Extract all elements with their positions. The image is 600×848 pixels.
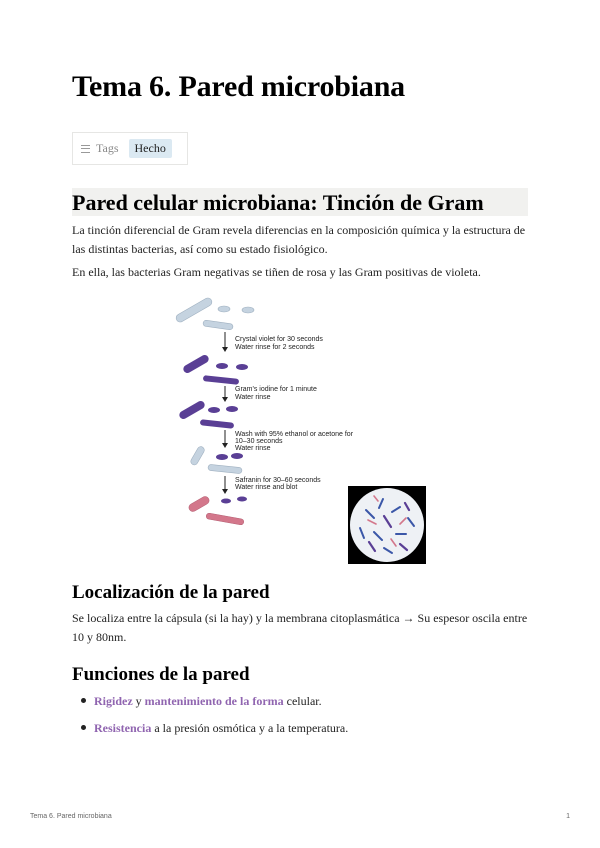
highlight-rigidez: Rigidez <box>94 694 133 708</box>
gram-stain-diagram <box>170 296 432 568</box>
page-title: Tema 6. Pared microbiana <box>72 70 405 103</box>
connector-text: y <box>132 694 145 708</box>
tags-property[interactable] <box>72 132 188 165</box>
step3-line2: 10–30 seconds <box>235 438 283 445</box>
tags-key <box>73 141 119 156</box>
list-item-rest: celular. <box>283 694 322 708</box>
step1-line1: Crystal violet for 30 seconds <box>235 336 323 343</box>
gram-colors-paragraph: En ella, las bacterias Gram negativas se tiñen de rosa y las Gram positivas de violeta. <box>72 265 481 279</box>
highlight-mantenimiento: mantenimiento de la forma <box>144 694 284 708</box>
list-icon <box>81 145 90 153</box>
intro-paragraph: La tinción diferencial de Gram revela diferencias en la composición química y la estructura de las distintas bacterias, así como su estado fisiológico. <box>72 223 526 256</box>
tags-label: Tags <box>96 141 119 155</box>
step3-line1: Wash with 95% ethanol or acetone for <box>235 431 354 438</box>
step3-line3: Water rinse <box>235 445 271 452</box>
gram-stain-micrograph <box>348 486 426 564</box>
list-item <box>72 717 348 744</box>
step4-line1: Safranin for 30–60 seconds <box>235 477 321 484</box>
stage-iodine-cells <box>178 400 238 429</box>
step4-line2: Water rinse and blot <box>235 484 298 491</box>
step2-line1: Gram's iodine for 1 minute <box>235 386 317 393</box>
list-item <box>72 690 348 717</box>
funciones-heading: Funciones de la pared <box>72 664 250 685</box>
highlight-resistencia: Resistencia <box>94 721 152 735</box>
page-number: 1 <box>566 813 570 820</box>
footer-title: Tema 6. Pared microbiana <box>30 813 112 820</box>
stage-violet-cells <box>182 354 248 385</box>
stage-initial-cells <box>175 297 254 331</box>
list-item-rest: a la presión osmótica y a la temperatura. <box>151 721 349 735</box>
stage-safranin-cells <box>187 495 247 525</box>
section-heading: Pared celular microbiana: Tinción de Gram <box>72 188 528 216</box>
localizacion-heading: Localización de la pared <box>72 582 270 603</box>
step1-line2: Water rinse for 2 seconds <box>235 344 315 351</box>
localizacion-paragraph: Se localiza entre la cápsula (si la hay) y la membrana citoplasmática → Su espesor oscila entre 10 y 80nm. <box>72 611 528 644</box>
tag-badge[interactable]: Hecho <box>129 139 172 158</box>
funciones-list <box>72 690 348 744</box>
step2-line2: Water rinse <box>235 394 271 401</box>
